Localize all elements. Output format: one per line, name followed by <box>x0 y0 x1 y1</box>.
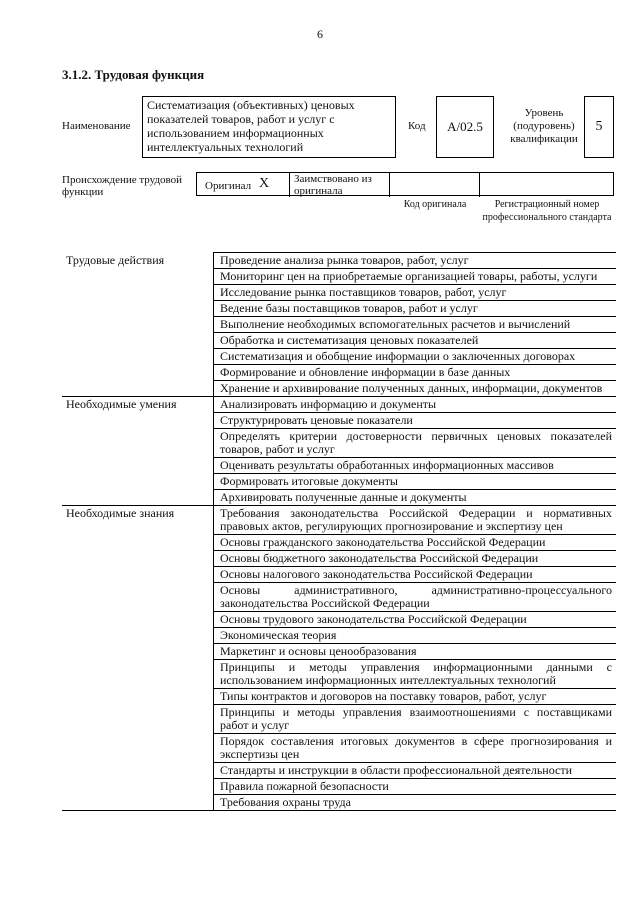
group-item: Оценивать результаты обработанных информационных массивов <box>214 458 617 474</box>
group-title: Необходимые знания <box>62 506 214 811</box>
group-item: Определять критерии достоверности первичных ценовых показателей товаров, работ и услуг <box>214 429 617 458</box>
group-item: Проведение анализа рынка товаров, работ, услуг <box>214 253 617 269</box>
group-item: Принципы и методы управления информационными данными с использованием информационных интеллектуальных технологий <box>214 660 617 689</box>
level-label: Уровень (подуровень) квалификации <box>510 107 578 145</box>
group-item: Экономическая теория <box>214 628 617 644</box>
group-item: Хранение и архивирование полученных данных, информации, документов <box>214 381 617 397</box>
code-caption: Код оригинала <box>403 199 467 210</box>
group-item: Ведение базы поставщиков товаров, работ и услуг <box>214 301 617 317</box>
level-value-box <box>584 96 614 158</box>
origin-reg-cell <box>479 173 615 197</box>
group-item: Анализировать информацию и документы <box>214 397 617 413</box>
group-item: Порядок составления итоговых документов в сфере прогнозирования и экспертизы цен <box>214 734 617 763</box>
origin-label: Происхождение трудовой функции <box>62 174 183 198</box>
group-item: Выполнение необходимых вспомогательных расчетов и вычислений <box>214 317 617 333</box>
group-item: Мониторинг цен на приобретаемые организацией товары, работы, услуги <box>214 269 617 285</box>
group-item: Основы налогового законодательства Российской Федерации <box>214 567 617 583</box>
name-label: Наименование <box>62 120 131 132</box>
group-title: Необходимые умения <box>62 397 214 506</box>
level-value: 5 <box>595 119 603 134</box>
group-item: Требования законодательства Российской Федерации и нормативных правовых актов, регулирующих прогнозирование и экспертизу цен <box>214 506 617 535</box>
reg-caption: Регистрационный номер профессионального стандарта <box>482 199 612 223</box>
table-row <box>62 506 616 535</box>
group-item: Структурировать ценовые показатели <box>214 413 617 429</box>
group-item: Формирование и обновление информации в базе данных <box>214 365 617 381</box>
group-item: Правила пожарной безопасности <box>214 779 617 795</box>
origin-table <box>196 172 614 196</box>
origin-code-cell <box>389 173 479 197</box>
group-item: Стандарты и инструкции в области профессиональной деятельности <box>214 763 617 779</box>
group-title: Трудовые действия <box>66 252 165 267</box>
function-name-box: Систематизация (объективных) ценовых показателей товаров, работ и услуг с использованием информационных интеллектуальных технологий <box>142 96 396 158</box>
table-row <box>62 253 616 269</box>
group-item: Требования охраны труда <box>214 795 617 811</box>
group-item: Принципы и методы управления взаимоотношениями с поставщиками работ и услуг <box>214 705 617 734</box>
original-mark: X <box>259 176 270 191</box>
group-item: Обработка и систематизация ценовых показателей <box>214 333 617 349</box>
group-item: Основы бюджетного законодательства Российской Федерации <box>214 551 617 567</box>
group-item: Основы гражданского законодательства Российской Федерации <box>214 535 617 551</box>
group-item: Типы контрактов и договоров на поставку товаров, работ, услуг <box>214 689 617 705</box>
group-item: Исследование рынка поставщиков товаров, работ, услуг <box>214 285 617 301</box>
section-title: 3.1.2. Трудовая функция <box>62 67 205 82</box>
code-value-box <box>436 96 494 158</box>
borrowed-cell <box>289 173 389 197</box>
group-item: Систематизация и обобщение информации о заключенных договорах <box>214 349 617 365</box>
group-item: Формировать итоговые документы <box>214 474 617 490</box>
original-cell <box>197 173 289 197</box>
function-table <box>62 252 616 811</box>
group-item: Основы трудового законодательства Российской Федерации <box>214 612 617 628</box>
page-number: 6 <box>317 27 323 41</box>
table-row <box>62 397 616 413</box>
borrowed-label: Заимствовано из оригинала <box>294 173 372 197</box>
group-item: Основы административного, административно-процессуального законодательства Российской Федерации <box>214 583 617 612</box>
code-label: Код <box>408 120 426 132</box>
group-item: Маркетинг и основы ценообразования <box>214 644 617 660</box>
group-item: Архивировать полученные данные и документы <box>214 490 617 506</box>
code-value: А/02.5 <box>447 119 483 134</box>
original-label: Оригинал <box>205 180 252 192</box>
